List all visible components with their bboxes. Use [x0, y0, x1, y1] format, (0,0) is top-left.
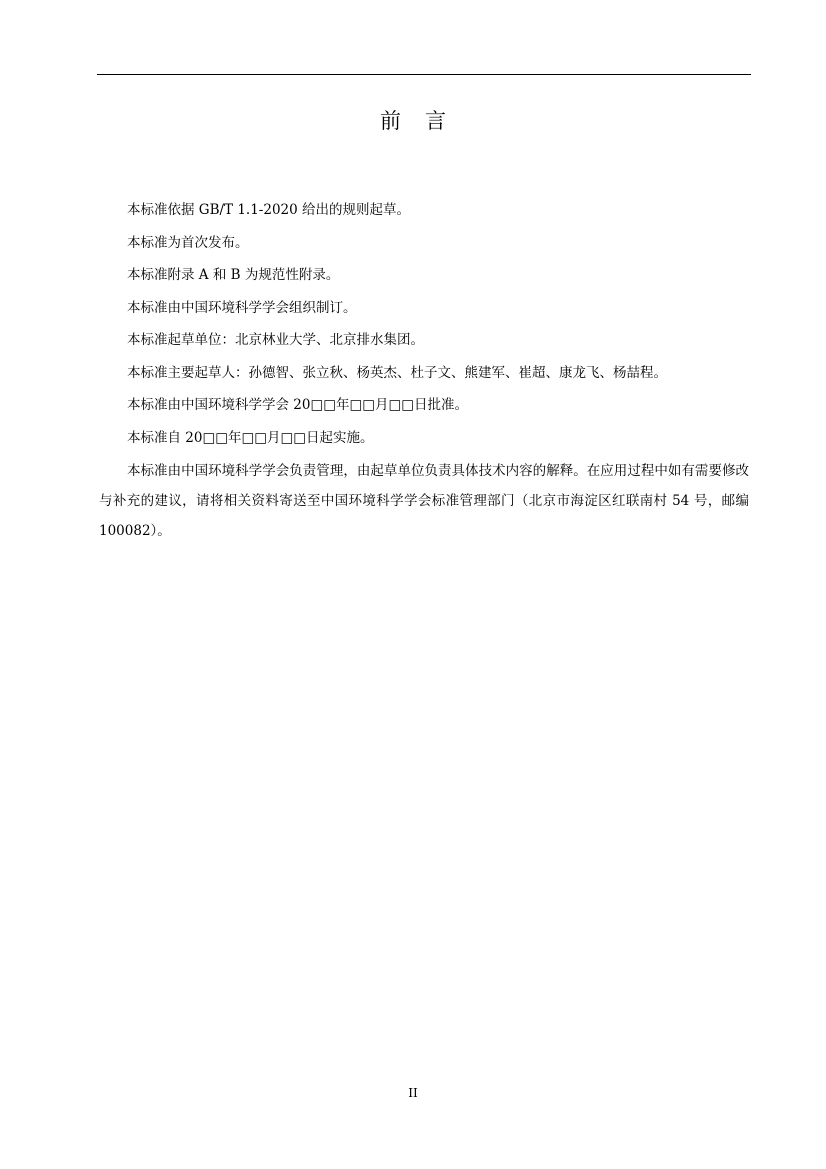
paragraph-management-contact: 本标准由中国环境科学学会负责管理，由起草单位负责具体技术内容的解释。在应用过程中如有需要修改与补充的建议，请将相关资料寄送至中国环境科学学会标准管理部门（北京市海淀区红联南村 54 号，邮编 100082）。 [99, 463, 749, 539]
header-rule [97, 74, 751, 75]
paragraph-drafting-units: 本标准起草单位：北京林业大学、北京排水集团。 [127, 332, 424, 348]
paragraph-approval-date: 本标准由中国环境科学学会 20□□年□□月□□日批准。 [127, 397, 468, 413]
document-body [99, 194, 749, 546]
page-title: 前言 [380, 109, 470, 133]
paragraph-drafting-basis: 本标准依据 GB/T 1.1-2020 给出的规则起草。 [127, 202, 411, 218]
paragraph-effective-date: 本标准自 20□□年□□月□□日起实施。 [127, 429, 374, 446]
paragraph-organizer: 本标准由中国环境科学学会组织制订。 [127, 299, 357, 316]
paragraph-first-release: 本标准为首次发布。 [127, 234, 249, 251]
paragraph-appendix-note: 本标准附录 A 和 B 为规范性附录。 [127, 267, 340, 283]
paragraph-drafters: 本标准主要起草人：孙德智、张立秋、杨英杰、杜子文、熊建军、崔超、康龙飞、杨喆程。 [127, 364, 667, 381]
page-number: II [408, 1086, 418, 1100]
